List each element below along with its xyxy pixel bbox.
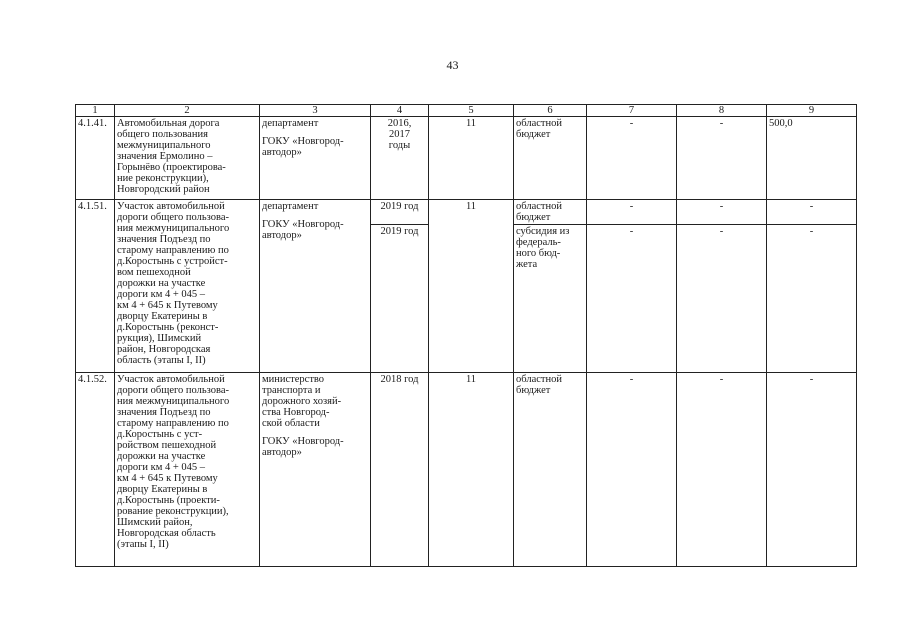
value-col8: - <box>677 117 767 200</box>
column-number: 6 <box>514 105 587 117</box>
period: 2018 год <box>371 373 429 567</box>
period: 2019 год <box>371 225 429 373</box>
value-col9: - <box>767 225 857 373</box>
value-col8: - <box>677 225 767 373</box>
column-number: 2 <box>115 105 260 117</box>
table-row <box>76 200 857 225</box>
value-col7: - <box>587 373 677 567</box>
column-number: 1 <box>76 105 115 117</box>
table-row <box>76 373 857 567</box>
column-number: 9 <box>767 105 857 117</box>
executor: департамент ГОКУ «Новгород- автодор» <box>260 117 371 200</box>
period: 2019 год <box>371 200 429 225</box>
column-number: 7 <box>587 105 677 117</box>
object-name: Автомобильная дорога общего пользования межмуниципального значения Ермолино – Горынёво (проектирова- ние реконструкции), Новгородский район <box>115 117 260 200</box>
funding-source: областной бюджет <box>514 373 587 567</box>
object-name: Участок автомобильной дороги общего пользова- ния межмуниципального значения Подъезд по старому направлению по д.Коростынь с уст- ройством пешеходной дорожки на участке дороги км 4 + 045 – км 4 + 645 к Путевому дворцу Екатерины в д.Коростынь (проекти- рование реконструкции), Шимский район, Новгородская область (этапы I, II) <box>115 373 260 567</box>
target-indicator: 11 <box>429 373 514 567</box>
page-number: 43 <box>446 58 459 72</box>
target-indicator: 11 <box>429 200 514 373</box>
column-number: 5 <box>429 105 514 117</box>
funding-source: областной бюджет <box>514 117 587 200</box>
column-number-row <box>76 105 857 117</box>
value-col8: - <box>677 200 767 225</box>
value-col8: - <box>677 373 767 567</box>
column-number: 8 <box>677 105 767 117</box>
value-col7: - <box>587 225 677 373</box>
value-col7: - <box>587 117 677 200</box>
column-number: 3 <box>260 105 371 117</box>
period: 2016, 2017 годы <box>371 117 429 200</box>
value-col9: 500,0 <box>767 117 857 200</box>
value-col9: - <box>767 200 857 225</box>
value-col9: - <box>767 373 857 567</box>
object-name: Участок автомобильной дороги общего пользова- ния межмуниципального значения Подъезд по старому направлению по д.Коростынь с устройст- вом пешеходной дорожки на участке дороги км 4 + 045 – км 4 + 645 к Путевому дворцу Екатерины в д.Коростынь (реконст- рукция), Шимский район, Новгородская область (этапы I, II) <box>115 200 260 373</box>
column-number: 4 <box>371 105 429 117</box>
value-col7: - <box>587 200 677 225</box>
row-number: 4.1.41. <box>76 117 115 200</box>
row-number: 4.1.51. <box>76 200 115 373</box>
row-number: 4.1.52. <box>76 373 115 567</box>
table-row <box>76 117 857 200</box>
target-indicator: 11 <box>429 117 514 200</box>
funding-source: областной бюджет <box>514 200 587 225</box>
program-table <box>75 104 857 567</box>
funding-source: субсидия из федераль- ного бюд- жета <box>514 225 587 373</box>
executor: министерство транспорта и дорожного хозяй- ства Новгород- ской области ГОКУ «Новгород- автодор» <box>260 373 371 567</box>
executor: департамент ГОКУ «Новгород- автодор» <box>260 200 371 373</box>
